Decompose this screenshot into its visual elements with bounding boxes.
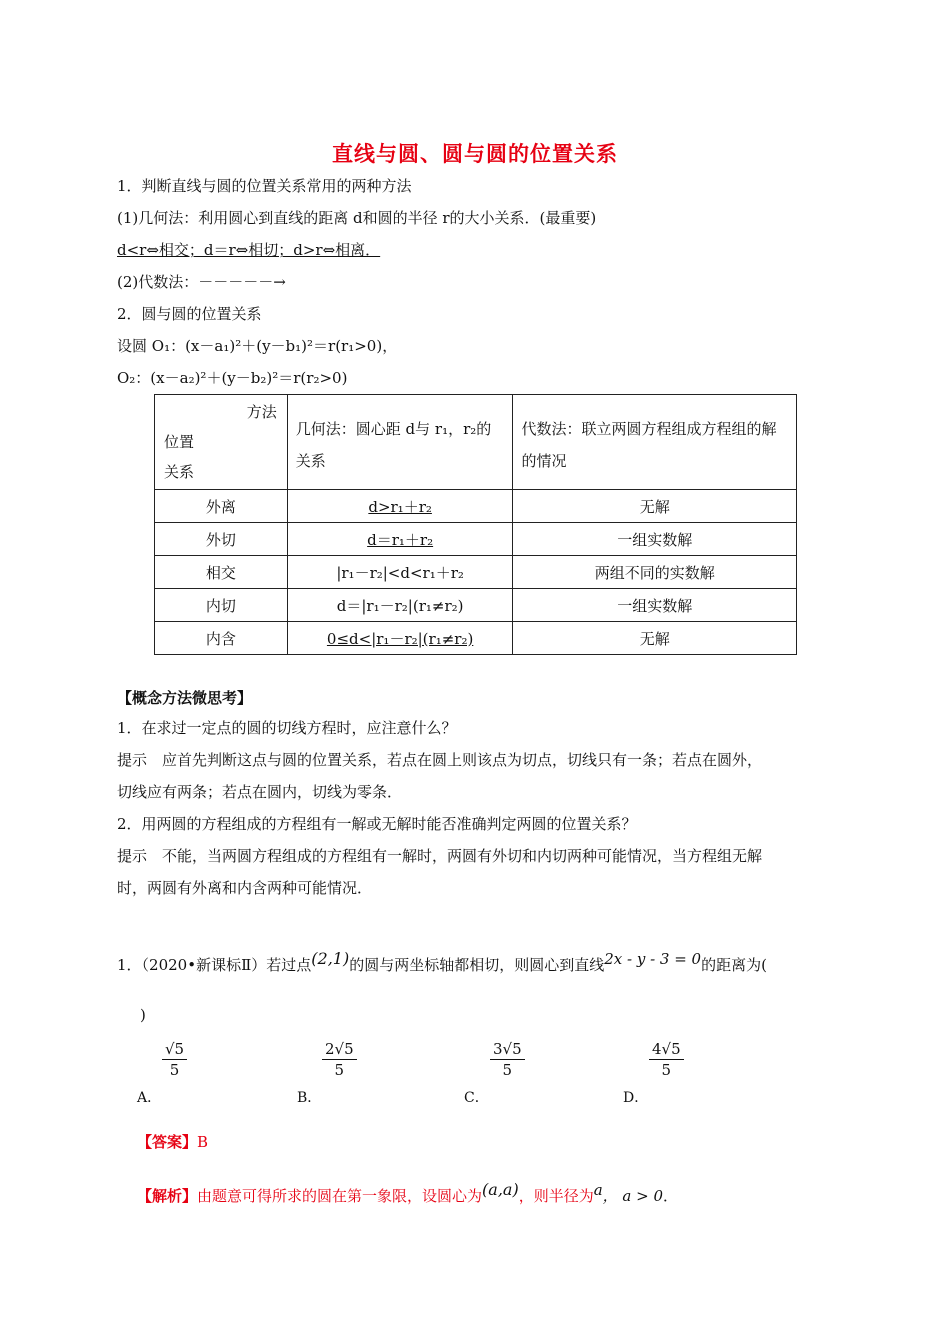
geometric-cell: |r₁－r₂|<d<r₁＋r₂ [287, 556, 513, 589]
diag-method-label: 方法 [246, 403, 277, 421]
think-answer-2-line2: 时，两圆有外离和内含两种可能情况． [117, 879, 373, 897]
think-question-2: 2．用两圆的方程组成的方程组有一解或无解时能否准确判定两圆的位置关系？ [117, 815, 637, 833]
think-answer-1-line1: 提示 应首先判断这点与圆的位置关系，若点在圆上则该点为切点，切线只有一条；若点在圆外， [117, 751, 763, 769]
option-c-numerator: 3√5 [490, 1040, 525, 1060]
algebraic-cell: 一组实数解 [513, 589, 797, 622]
problem-statement [117, 949, 767, 975]
table-row [155, 589, 797, 622]
circle2-equation: O₂：(x－a₂)²＋(y－b₂)²＝r(r₂>0) [117, 369, 348, 387]
table-row [155, 622, 797, 655]
option-a-denominator: 5 [169, 1061, 180, 1079]
option-d-denominator: 5 [661, 1061, 672, 1079]
analysis-tag: 【解析】 [137, 1187, 198, 1205]
problem-close-paren: ) [140, 1006, 146, 1024]
circle-relation-table [154, 394, 797, 655]
geometric-cell: d＝r₁＋r₂ [287, 523, 513, 556]
answer-value: B [197, 1133, 209, 1151]
geometric-cell: d>r₁＋r₂ [287, 490, 513, 523]
algebraic-cell: 无解 [513, 622, 797, 655]
line-circle-relations: d<r⇔相交；d＝r⇔相切；d>r⇔相离． [117, 241, 381, 259]
table-row [155, 490, 797, 523]
algebraic-cell: 一组实数解 [513, 523, 797, 556]
algebraic-method-text: (2)代数法：－－－－－→ [117, 273, 286, 291]
analysis-radius: a [593, 1181, 603, 1199]
option-c-label: C． [464, 1090, 489, 1106]
option-a-label: A． [137, 1090, 162, 1106]
header-geometric: 几何法：圆心距 d与 r₁，r₂的关系 [287, 395, 513, 490]
think-question-1: 1．在求过一定点的圆的切线方程时，应注意什么？ [117, 719, 457, 737]
answer-tag: 【答案】 [137, 1133, 198, 1151]
relation-cell: 内含 [155, 622, 288, 655]
analysis-line [137, 1180, 679, 1206]
section1-heading: 1．判断直线与圆的位置关系常用的两种方法 [117, 177, 412, 195]
think-heading: 【概念方法微思考】 [117, 689, 253, 707]
option-d-numerator: 4√5 [649, 1040, 684, 1060]
table-row [155, 523, 797, 556]
diag-position-label: 位置 [164, 433, 195, 451]
analysis-center: (a,a) [482, 1180, 519, 1199]
relation-cell: 内切 [155, 589, 288, 622]
analysis-text-mid: ，则半径为 [518, 1187, 594, 1205]
option-c-value [490, 1040, 525, 1079]
algebraic-cell: 两组不同的实数解 [513, 556, 797, 589]
analysis-text-pre: 由题意可得所求的圆在第一象限，设圆心为 [197, 1187, 483, 1205]
think-answer-1-line2: 切线应有两条；若点在圆内，切线为零条． [117, 783, 403, 801]
problem-text-mid: 的圆与两坐标轴都相切，则圆心到直线 [349, 956, 605, 974]
answer-line [137, 1132, 208, 1152]
table-row [155, 556, 797, 589]
header-algebraic: 代数法：联立两圆方程组成方程组的解的情况 [513, 395, 797, 490]
option-c-denominator: 5 [502, 1061, 513, 1079]
option-b-numerator: 2√5 [322, 1040, 357, 1060]
geometric-cell: d＝|r₁－r₂|(r₁≠r₂) [287, 589, 513, 622]
problem-text-post: 的距离为( [701, 956, 767, 974]
problem-text-pre: 1．（2020•新课标Ⅱ）若过点 [117, 956, 312, 974]
option-b-value [322, 1040, 357, 1079]
problem-point: (2,1) [311, 949, 350, 968]
option-b-label: B． [297, 1090, 322, 1106]
table-header-row [155, 395, 797, 490]
relation-cell: 外切 [155, 523, 288, 556]
relation-cell: 外离 [155, 490, 288, 523]
analysis-end: ． [663, 1187, 679, 1205]
analysis-condition: ， a > 0 [602, 1187, 664, 1205]
problem-line-equation: 2x - y - 3 = 0 [604, 950, 702, 968]
document-title: 直线与圆、圆与圆的位置关系 [332, 141, 618, 166]
geometric-cell: 0≤d<|r₁－r₂|(r₁≠r₂) [287, 622, 513, 655]
relation-cell: 相交 [155, 556, 288, 589]
option-a-numerator: √5 [162, 1040, 187, 1060]
circle1-equation: 设圆 O₁：(x－a₁)²＋(y－b₁)²＝r(r₁>0)， [117, 337, 398, 355]
diag-relation-label: 关系 [164, 463, 195, 481]
option-b-denominator: 5 [334, 1061, 345, 1079]
section2-heading: 2．圆与圆的位置关系 [117, 305, 262, 323]
diagonal-header-cell [155, 395, 288, 490]
option-a-value [162, 1040, 187, 1079]
think-answer-2-line1: 提示 不能，当两圆方程组成的方程组有一解时，两圆有外切和内切两种可能情况，当方程组无解 [117, 847, 763, 865]
geometric-method-text: (1)几何法：利用圆心到直线的距离 d和圆的半径 r的大小关系．(最重要) [117, 209, 597, 227]
algebraic-cell: 无解 [513, 490, 797, 523]
option-d-label: D． [623, 1090, 649, 1106]
option-d-value [649, 1040, 684, 1079]
